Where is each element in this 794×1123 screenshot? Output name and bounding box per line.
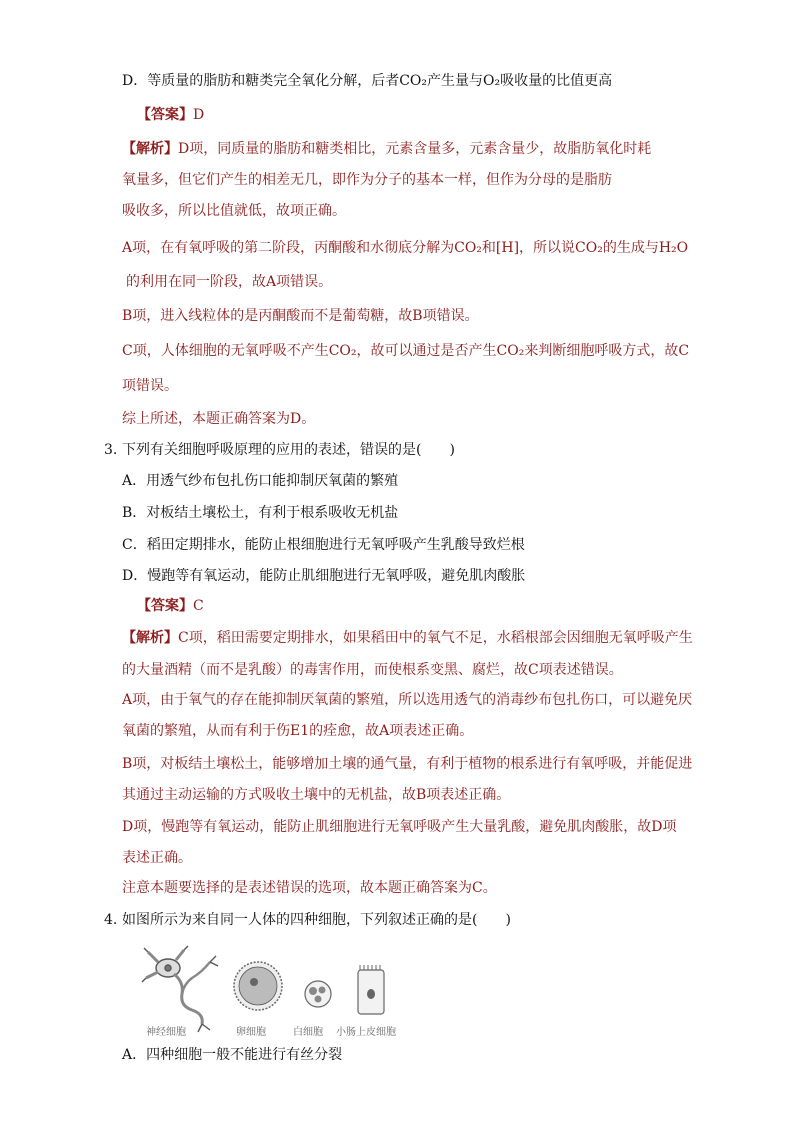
q3-option-c: C．稻田定期排水，能防止根细胞进行无氧呼吸产生乳酸导致烂根 (122, 537, 525, 553)
q3-analysis-line-3: A项，由于氧气的存在能抑制厌氧菌的繁殖，所以选用透气的消毒纱布包扎伤口，可以避免厌 (122, 692, 693, 708)
q2-analysis-line-7: C项，人体细胞的无氧呼吸不产生CO₂，故可以通过是否产生CO₂来判断细胞呼吸方式，故C (122, 343, 690, 359)
caption-white-blood-cell: 白细胞 (293, 1027, 323, 1038)
q3-answer (137, 596, 204, 616)
q4-number: 4. (104, 912, 118, 928)
q2-option-d: D．等质量的脂肪和糖类完全氧化分解，后者CO₂产生量与O₂吸收量的比值更高 (122, 73, 613, 89)
q2-analysis-line-8: 项错误。 (122, 378, 178, 394)
q3-analysis-line-8: 表述正确。 (122, 850, 192, 866)
q3-option-a: A．用透气纱布包扎伤口能抑制厌氧菌的繁殖 (122, 473, 399, 489)
q3-analysis-line-1: 【解析】C项，稻田需要定期排水，如果稻田中的氧气不足，水稻根部会因细胞无氧呼吸产生 (122, 630, 693, 646)
answer-label: 【答案】 (137, 598, 193, 614)
q3-option-d: D．慢跑等有氧运动，能防止肌细胞进行无氧呼吸，避免肌肉酸胀 (122, 568, 526, 584)
q2-analysis-line-6: B项，进入线粒体的是丙酮酸而不是葡萄糖，故B项错误。 (122, 308, 479, 324)
neuron-drawing (142, 946, 218, 1032)
analysis-label: 【解析】 (122, 630, 178, 646)
q3-analysis-line-9: 注意本题要选择的是表述错误的选项，故本题正确答案为C。 (122, 880, 497, 896)
q3-analysis-line-7: D项，慢跑等有氧运动，能防止肌细胞进行无氧呼吸产生大量乳酸，避免肌肉酸胀，故D项 (122, 819, 677, 835)
intestinal-epithelial-cell-drawing (358, 965, 384, 1014)
q2-analysis-line-1: 【解析】D项，同质量的脂肪和糖类相比，元素含量多，元素含量少，故脂肪氧化时耗 (122, 141, 652, 157)
q4-option-a: A．四种细胞一般不能进行有丝分裂 (122, 1047, 343, 1063)
q4-stem: 如图所示为来自同一人体的四种细胞，下列叙述正确的是( ) (122, 912, 511, 928)
q3-stem: 下列有关细胞呼吸原理的应用的表述，错误的是( ) (122, 442, 455, 458)
egg-cell-drawing (234, 962, 282, 1010)
caption-intestinal-epithelial-cell: 小肠上皮细胞 (336, 1027, 396, 1038)
answer-value: C (193, 598, 204, 614)
answer-value: D (193, 107, 205, 123)
q2-analysis-line-3: 吸收多，所以比值就低，故项正确。 (122, 203, 346, 219)
q3-analysis-line-4: 氧菌的繁殖，从而有利于伤E1的痊愈，故A项表述正确。 (122, 723, 474, 739)
q2-analysis-line-9: 综上所述，本题正确答案为D。 (122, 411, 316, 427)
q2-analysis-line-2: 氧量多，但它们产生的相差无几，即作为分子的基本一样，但作为分母的是脂肪 (122, 172, 612, 188)
caption-egg-cell: 卵细胞 (236, 1027, 266, 1038)
q2-analysis-line-4: A项，在有氧呼吸的第二阶段，丙酮酸和水彻底分解为CO₂和[H]，所以说CO₂的生成与H₂O (122, 240, 689, 256)
q3-number: 3. (104, 442, 118, 458)
q2-analysis-line-5: 的利用在同一阶段，故A项错误。 (126, 274, 333, 290)
white-blood-cell-drawing (305, 981, 331, 1007)
q3-option-b: B．对板结土壤松土，有利于根系吸收无机盐 (122, 505, 399, 521)
q3-analysis-line-5: B项，对板结土壤松土，能够增加土壤的通气量，有利于植物的根系进行有氧呼吸，并能促进 (122, 756, 693, 772)
analysis-label: 【解析】 (122, 141, 178, 157)
answer-label: 【答案】 (137, 107, 193, 123)
q3-analysis-line-6: 其通过主动运输的方式吸收土壤中的无机盐，故B项表述正确。 (122, 787, 511, 803)
q3-analysis-line-2: 的大量酒精（而不是乳酸）的毒害作用，而使根系变黑、腐烂，故C项表述错误。 (122, 662, 623, 678)
caption-neuron: 神经细胞 (146, 1027, 186, 1038)
q2-answer (137, 105, 204, 125)
